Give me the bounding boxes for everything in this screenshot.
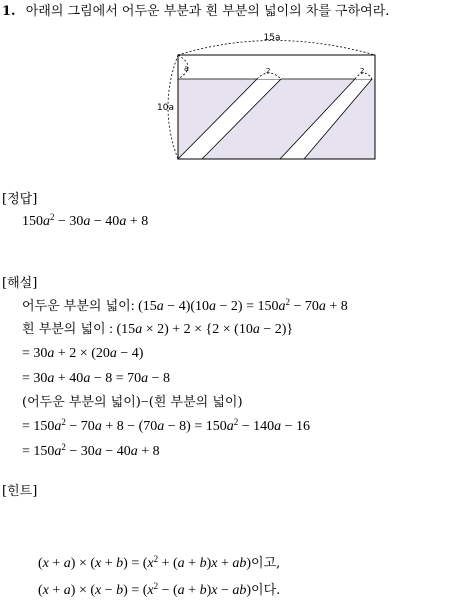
explanation-line-5: (어두운 부분의 넓이)−(흰 부분의 넓이) (22, 395, 243, 410)
problem-number: 1. (2, 4, 16, 19)
explanation-heading: [해설] (2, 276, 38, 291)
corner-label: a (184, 64, 189, 73)
hint-suffix-2: 이다. (251, 583, 281, 598)
figure-diagram (157, 30, 382, 165)
hint-suffix-1: 이고, (251, 556, 281, 571)
hint-heading: [힌트] (2, 484, 38, 499)
explanation-line-1: 어두운 부분의 넓이: $(15a - 4)(10a - 2) = 150a^2 - 70a + 8$ (22, 297, 348, 314)
left-label: 10a (157, 103, 174, 113)
explanation-line-4: = 30a + 40a − 8 = 70a − 8 (22, 371, 171, 386)
dark-area-paren: (어두운 부분의 넓이) (22, 395, 141, 410)
explanation-line-7: = $150a^2 - 30a - 40a + 8$ (22, 442, 160, 459)
answer-expression: $150a^2 - 30a - 40a + 8$ (22, 212, 149, 229)
explanation-line-2: 흰 부분의 넓이 : (15a × 2) + 2 × {2 × (10a − 2)} (22, 322, 294, 337)
hint-line-2: $(x + a) \times (x - b) = (x^2 - (a + b)x - ab)$이다. (38, 581, 281, 598)
problem-statement (2, 4, 389, 20)
explanation-line-3: = 30a + 2 × (20a − 4) (22, 346, 144, 361)
white-area-paren: (흰 부분의 넓이) (148, 395, 243, 410)
explanation-line-6: = $150a^2 - 70a + 8 - (70a - 8) = 150a^2 - 140a - 16$ (22, 417, 311, 434)
dark-area-label: 어두운 부분의 넓이 (22, 299, 131, 314)
hint-line-1: $(x + a) \times (x + b) = (x^2 + (a + b)x + ab)$이고, (38, 554, 281, 571)
white-area-label: 흰 부분의 넓이 (22, 322, 106, 337)
stripe-label-1: 2 (266, 67, 271, 75)
answer-heading: [정답] (2, 192, 38, 207)
stripe-label-2: 2 (360, 67, 365, 75)
problem-text: 아래의 그림에서 어두운 부분과 흰 부분의 넓이의 차를 구하여라. (25, 4, 390, 19)
top-label: 15a (263, 33, 281, 43)
